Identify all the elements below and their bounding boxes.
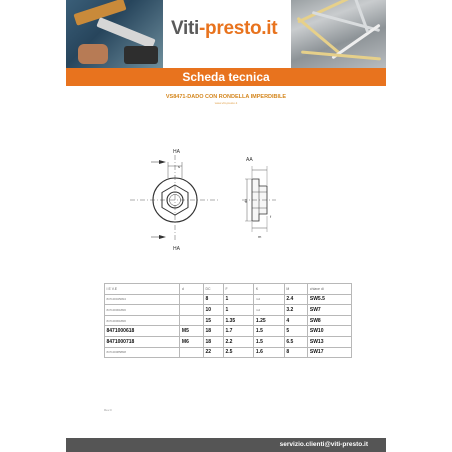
spec-table	[104, 283, 352, 358]
table-cell-sw: SW13	[308, 336, 352, 347]
table-row	[105, 294, 352, 305]
table-cell-f: 1	[223, 294, 253, 305]
table-cell-code: 8471000450M4	[105, 294, 180, 305]
view-label: AA	[246, 157, 253, 163]
table-cell-k: 1.6	[254, 347, 284, 358]
product-title: VS8471-DADO CON RONDELLA IMPERDIBILE	[165, 94, 287, 100]
table-cell-sw: SW17	[308, 347, 352, 358]
table-cell-d	[180, 315, 204, 326]
datasheet-page	[66, 0, 386, 452]
table-cell-f: 2.2	[223, 336, 253, 347]
table-cell-m: 2.4	[284, 294, 308, 305]
footer	[66, 438, 386, 452]
table-header-cell: chiave di	[308, 284, 352, 295]
table-cell-f: 1.7	[223, 326, 253, 337]
table-cell-d: M5	[180, 326, 204, 337]
banner-title: Scheda tecnica	[182, 70, 270, 84]
logo-text-secondary: -presto.it	[199, 18, 278, 39]
table-cell-sw: SW8	[308, 315, 352, 326]
table-cell-d	[180, 347, 204, 358]
dim-dc-label: dc	[243, 198, 248, 203]
table-header-cell: d	[180, 284, 204, 295]
table-cell-k: 1.5	[254, 326, 284, 337]
table-header-cell: K	[254, 284, 284, 295]
table-cell-m: 6.5	[284, 336, 308, 347]
table-cell-code: 8471000858M8	[105, 347, 180, 358]
table-cell-code: 8471000618M6	[105, 315, 180, 326]
revision-label: Rev.0	[104, 408, 112, 412]
table-header-row	[105, 284, 352, 295]
table-header-cell: DC	[203, 284, 223, 295]
dim-f-label: f	[270, 214, 272, 219]
table-cell-sw: SW7	[308, 305, 352, 316]
table-cell-k: 1.5	[254, 336, 284, 347]
product-subtitle: www.viti-presto.it	[214, 101, 238, 105]
section-label-top: HA	[173, 149, 180, 155]
table-cell-code: 8471000718	[105, 336, 180, 347]
front-view	[130, 155, 220, 242]
table-cell-m: 5	[284, 326, 308, 337]
table-cell-dc: 15	[203, 315, 223, 326]
table-cell-m: 3.2	[284, 305, 308, 316]
dim-s-label: s	[178, 164, 180, 169]
logo-text-primary: Viti	[171, 18, 200, 39]
table-cell-dc: 18	[203, 336, 223, 347]
table-header-cell: F	[223, 284, 253, 295]
table-cell-d	[180, 305, 204, 316]
table-cell-k: m4	[254, 305, 284, 316]
section-label-bottom: HA	[173, 246, 180, 252]
table-cell-dc: 22	[203, 347, 223, 358]
table-cell-k: 1.25	[254, 315, 284, 326]
table-header-cell: I E V.E	[105, 284, 180, 295]
table-row	[105, 336, 352, 347]
table-cell-d: M6	[180, 336, 204, 347]
table-cell-f: 1.35	[223, 315, 253, 326]
dim-m-label: m	[258, 234, 262, 239]
table-header-cell: M	[284, 284, 308, 295]
table-cell-f: 2.5	[223, 347, 253, 358]
table-row	[105, 305, 352, 316]
table-cell-d	[180, 294, 204, 305]
table-cell-sw: SW5.5	[308, 294, 352, 305]
table-cell-sw: SW10	[308, 326, 352, 337]
table-row	[105, 315, 352, 326]
table-row	[105, 347, 352, 358]
table-cell-k: m4	[254, 294, 284, 305]
table-cell-dc: 10	[203, 305, 223, 316]
table-cell-dc: 18	[203, 326, 223, 337]
table-cell-dc: 8	[203, 294, 223, 305]
table-cell-m: 8	[284, 347, 308, 358]
table-row	[105, 326, 352, 337]
table-cell-f: 1	[223, 305, 253, 316]
table-cell-code: 8471000618	[105, 326, 180, 337]
footer-email[interactable]: servizio.clienti@viti-presto.it	[279, 441, 368, 448]
spec-table-body	[105, 284, 352, 358]
technical-drawing	[66, 0, 386, 280]
table-cell-code: 8471000618M6	[105, 305, 180, 316]
table-cell-m: 4	[284, 315, 308, 326]
